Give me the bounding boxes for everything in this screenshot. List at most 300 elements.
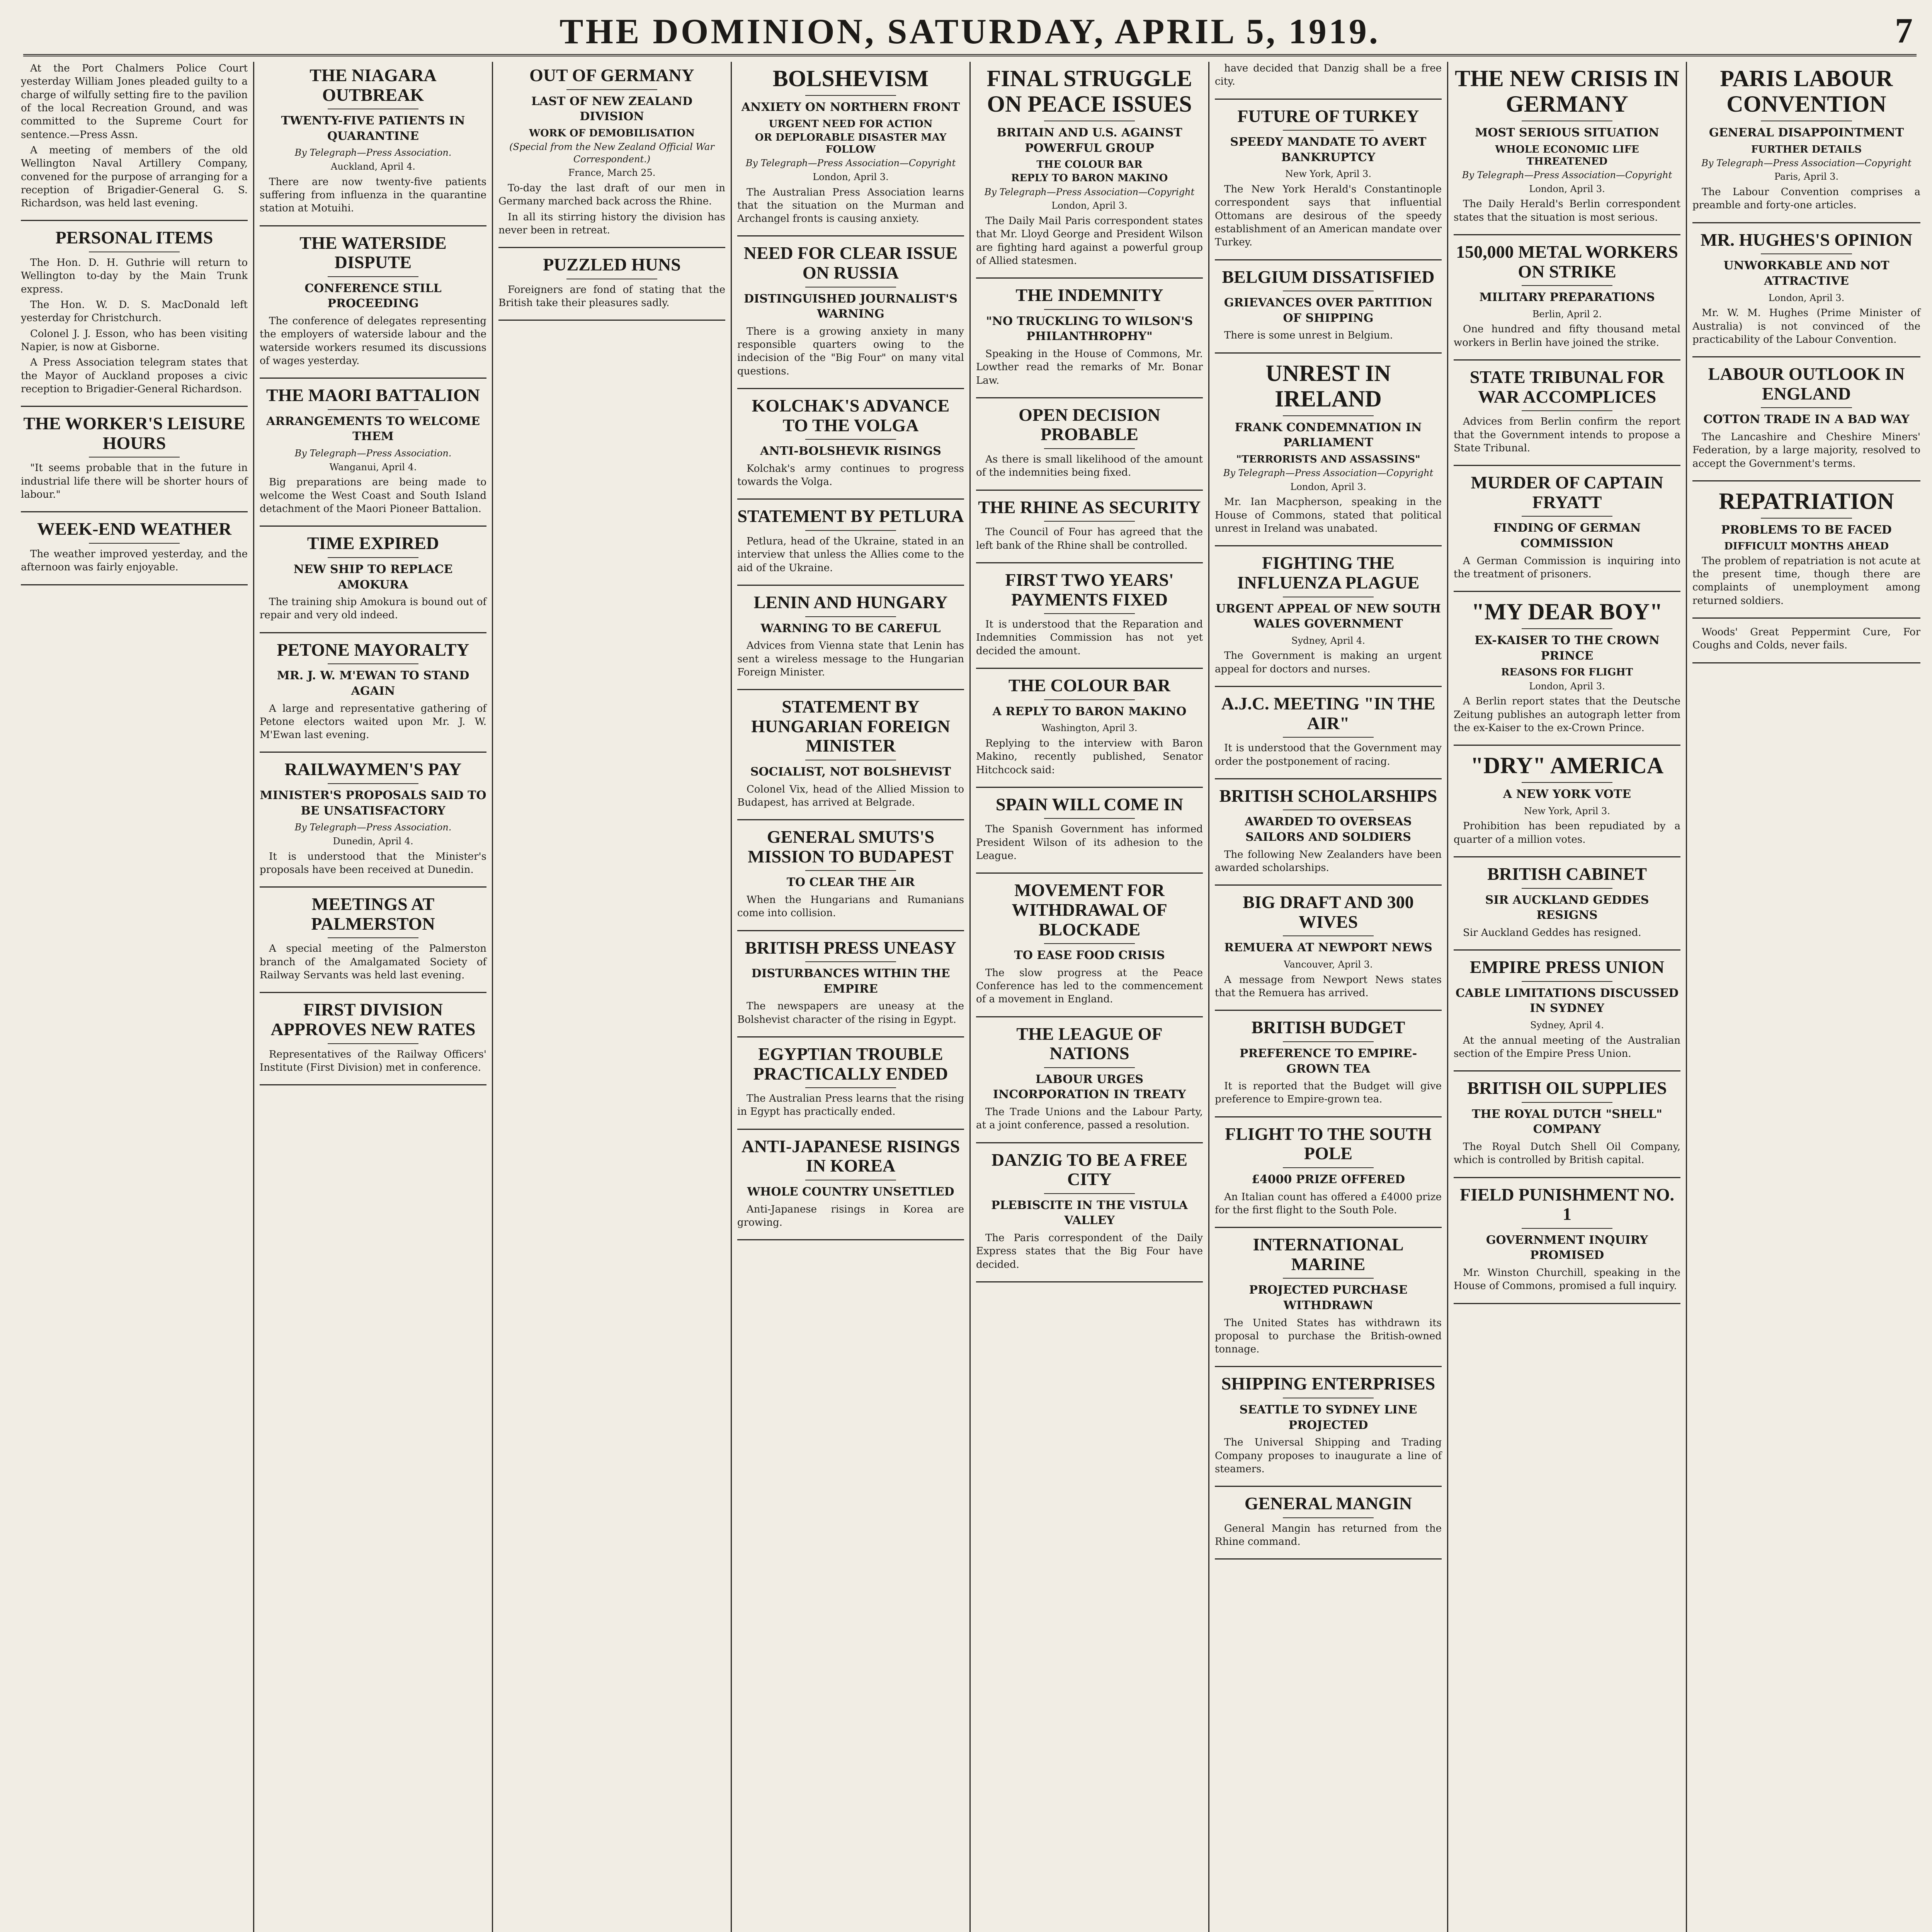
news-story <box>976 66 1203 267</box>
story-subheading: CABLE LIMITATIONS DISCUSSED IN SYDNEY <box>1456 986 1679 1015</box>
story-byline: By Telegraph—Press Association. <box>294 448 452 459</box>
story-paragraph: Anti-Japanese risings in Korea are growing. <box>737 1203 964 1228</box>
story-dateline: Sydney, April 4. <box>1291 635 1365 646</box>
headline-divider <box>805 870 896 871</box>
headline-divider <box>1761 407 1852 408</box>
story-separator <box>737 498 964 500</box>
story-subheading: A NEW YORK VOTE <box>1503 787 1631 801</box>
story-headline: STATEMENT BY HUNGARIAN FOREIGN MINISTER <box>751 697 950 756</box>
story-paragraph: The newspapers are uneasy at the Bolshevist character of the rising in Egypt. <box>737 1000 964 1026</box>
story-separator <box>260 526 486 527</box>
story-headline: FIRST DIVISION APPROVES NEW RATES <box>270 1000 476 1039</box>
headline-divider <box>1044 818 1135 819</box>
story-paragraph: Colonel J. J. Esson, who has been visiting Napier, is now at Gisborne. <box>21 328 248 353</box>
headline-divider <box>805 961 896 962</box>
story-headline: THE NEW CRISIS IN GERMANY <box>1455 66 1679 117</box>
story-paragraph: "It seems probable that in the future in industrial life there will be shorter hours of labour." <box>21 462 248 500</box>
story-separator <box>1454 234 1680 235</box>
story-subheading: "NO TRUCKLING TO WILSON'S PHILANTHROPHY" <box>986 314 1193 344</box>
story-subheading: MINISTER'S PROPOSALS SAID TO BE UNSATISFACTORY <box>260 789 486 818</box>
story-headline: RAILWAYMEN'S PAY <box>284 759 462 779</box>
news-story <box>1454 66 1680 224</box>
story-body <box>737 1203 964 1230</box>
column-7 <box>1448 62 1687 1932</box>
story-headline: THE NIAGARA OUTBREAK <box>310 65 437 105</box>
story-paragraph: An Italian count has offered a £4000 prize for the first flight to the South Pole. <box>1215 1191 1442 1216</box>
story-headline: KOLCHAK'S ADVANCE TO THE VOLGA <box>752 396 950 435</box>
news-story <box>737 938 964 1026</box>
story-headline: INTERNATIONAL MARINE <box>1253 1235 1404 1274</box>
column-3 <box>493 62 732 1932</box>
news-story <box>1454 367 1680 455</box>
story-separator <box>976 1016 1203 1017</box>
story-paragraph: The Spanish Government has informed President Wilson of its adhesion to the League. <box>976 823 1203 862</box>
story-separator <box>21 220 248 221</box>
news-story <box>976 795 1203 863</box>
story-paragraph: The conference of delegates representing the employers of waterside labour and the waterside workers resumed its discussions of wages yesterday. <box>260 315 486 367</box>
headline-divider <box>805 530 896 531</box>
story-body <box>976 347 1203 387</box>
news-story <box>976 881 1203 1006</box>
story-paragraph: The slow progress at the Peace Conference has led to the commencement of a movement in England. <box>976 967 1203 1005</box>
story-paragraph: There is some unrest in Belgium. <box>1224 330 1393 342</box>
story-paragraph: A meeting of members of the old Wellington Naval Artillery Company, convened for the purpose of arranging for a reception of Brigadier-General G. S. Richardson, was held last evening. <box>21 144 248 209</box>
story-subheading: THE COLOUR BAR <box>1036 159 1143 171</box>
headline-divider <box>805 95 896 96</box>
headline-divider <box>1761 518 1852 519</box>
story-separator <box>1454 591 1680 592</box>
story-headline: LENIN AND HUNGARY <box>753 592 948 612</box>
story-body <box>1215 1190 1442 1217</box>
story-body <box>1215 1080 1442 1106</box>
story-headline: WEEK-END WEATHER <box>37 519 232 539</box>
news-story <box>1454 242 1680 349</box>
story-body <box>976 1105 1203 1132</box>
story-paragraph: Mr. W. M. Hughes (Prime Minister of Australia) is not convinced of the practicability of the Labour Convention. <box>1692 307 1920 345</box>
story-body <box>1692 185 1920 212</box>
story-body <box>21 256 248 396</box>
story-body <box>1692 626 1920 652</box>
story-subheading: SIR AUCKLAND GEDDES RESIGNS <box>1485 893 1649 922</box>
story-body <box>260 595 486 622</box>
story-headline: FUTURE OF TURKEY <box>1237 106 1419 126</box>
story-subheading: GENERAL DISAPPOINTMENT <box>1709 126 1904 139</box>
story-separator <box>260 225 486 226</box>
story-separator <box>1215 99 1442 100</box>
story-headline: BRITISH OIL SUPPLIES <box>1467 1078 1667 1098</box>
story-headline: SPAIN WILL COME IN <box>995 794 1184 814</box>
story-paragraph: The United States has withdrawn its proposal to purchase the British-owned tonnage. <box>1215 1317 1442 1355</box>
story-paragraph: A German Commission is inquiring into the treatment of prisoners. <box>1454 555 1680 580</box>
story-paragraph: General Mangin has returned from the Rhine command. <box>1215 1522 1442 1548</box>
story-dateline: Berlin, April 2. <box>1532 308 1602 320</box>
news-story <box>260 640 486 742</box>
news-story <box>498 66 725 237</box>
story-paragraph: Representatives of the Railway Officers' Institute (First Division) met in conference. <box>260 1048 486 1073</box>
story-headline: FIRST TWO YEARS' PAYMENTS FIXED <box>1005 570 1174 609</box>
story-body <box>1692 430 1920 470</box>
story-headline: NEED FOR CLEAR ISSUE ON RUSSIA <box>743 243 958 283</box>
column-2 <box>254 62 493 1932</box>
news-story <box>1215 786 1442 874</box>
story-subheading: FRANK CONDEMNATION IN PARLIAMENT <box>1235 420 1422 450</box>
story-headline: FIELD PUNISHMENT NO. 1 <box>1459 1184 1675 1224</box>
page-number: 7 <box>1895 11 1913 50</box>
story-body <box>976 214 1203 267</box>
story-body <box>737 783 964 810</box>
story-body <box>260 702 486 742</box>
story-subheading: MILITARY PREPARATIONS <box>1479 291 1655 304</box>
story-headline: EMPIRE PRESS UNION <box>1469 957 1665 977</box>
story-body <box>737 186 964 226</box>
story-separator <box>1215 1558 1442 1560</box>
story-paragraph: A special meeting of the Palmerston branch of the Amalgamated Society of Railway Servants was held last evening. <box>260 943 486 981</box>
headline-divider <box>1283 1278 1374 1279</box>
story-body <box>976 823 1203 862</box>
story-headline: TIME EXPIRED <box>307 533 439 553</box>
story-separator <box>498 247 725 248</box>
story-dateline: London, April 3. <box>1768 292 1845 303</box>
story-headline: BRITISH SCHOLARSHIPS <box>1219 786 1437 806</box>
story-paragraph: As there is small likelihood of the amount of the indemnities being fixed. <box>976 454 1203 479</box>
story-subheading: A REPLY TO BARON MAKINO <box>992 704 1187 718</box>
story-dateline: Auckland, April 4. <box>331 161 415 172</box>
story-paragraph: In all its stirring history the division has never been in retreat. <box>498 211 725 236</box>
story-headline: THE COLOUR BAR <box>1008 675 1171 696</box>
story-subheading: PROBLEMS TO BE FACED <box>1721 523 1892 537</box>
story-headline: A.J.C. MEETING "IN THE AIR" <box>1221 694 1435 733</box>
story-subheading: TWENTY-FIVE PATIENTS IN QUARANTINE <box>281 114 465 143</box>
story-separator <box>1215 545 1442 546</box>
news-story <box>737 396 964 488</box>
story-separator <box>1215 1486 1442 1487</box>
story-paragraph: It is understood that the Reparation and Indemnities Commission has not yet decided the amount. <box>976 619 1203 657</box>
story-subheading: SOCIALIST, NOT BOLSHEVIST <box>750 765 951 779</box>
story-subheading: ANTI-BOLSHEVIK RISINGS <box>760 444 941 458</box>
story-headline: MEETINGS AT PALMERSTON <box>311 894 435 934</box>
headline-divider <box>1283 415 1374 416</box>
story-separator <box>1215 352 1442 354</box>
story-dateline: Washington, April 3. <box>1041 723 1138 734</box>
story-body <box>1215 649 1442 676</box>
story-headline: THE LEAGUE OF NATIONS <box>1016 1024 1163 1063</box>
story-dateline: London, April 3. <box>1051 200 1128 211</box>
story-separator <box>976 277 1203 279</box>
story-paragraph: The Council of Four has agreed that the left bank of the Rhine shall be controlled. <box>976 526 1203 551</box>
story-separator <box>1215 1366 1442 1367</box>
story-dateline: London, April 3. <box>1529 680 1605 692</box>
news-story <box>737 507 964 575</box>
news-story <box>260 386 486 515</box>
headline-divider <box>1283 1167 1374 1168</box>
story-paragraph: When the Hungarians and Rumanians come into collision. <box>737 894 964 919</box>
story-body <box>260 850 486 877</box>
story-subheading: PLEBISCITE IN THE VISTULA VALLEY <box>991 1198 1188 1228</box>
story-paragraph: At the annual meeting of the Australian section of the Empire Press Union. <box>1454 1034 1680 1060</box>
news-story <box>21 414 248 501</box>
headline-divider <box>1522 782 1612 783</box>
story-body <box>976 618 1203 658</box>
news-story <box>1215 694 1442 768</box>
headline-divider <box>328 557 418 558</box>
column-6 <box>1209 62 1448 1932</box>
story-byline: By Telegraph—Press Association—Copyright <box>984 186 1195 197</box>
story-paragraph: Foreigners are fond of stating that the British take their pleasures sadly. <box>498 284 725 309</box>
story-body <box>1454 554 1680 581</box>
story-separator <box>976 397 1203 398</box>
story-body <box>1215 62 1442 88</box>
story-subheading: SEATTLE TO SYDNEY LINE PROJECTED <box>1239 1403 1417 1432</box>
story-subheading: ANXIETY ON NORTHERN FRONT <box>741 100 960 114</box>
story-headline: LABOUR OUTLOOK IN ENGLAND <box>1708 364 1905 403</box>
news-story <box>1454 957 1680 1060</box>
story-paragraph: It is understood that the Government may order the postponement of racing. <box>1215 742 1442 767</box>
story-separator <box>976 668 1203 669</box>
column-5 <box>971 62 1209 1932</box>
story-paragraph: The Labour Convention comprises a preamble and forty-one articles. <box>1692 186 1920 211</box>
story-headline: PARIS LABOUR CONVENTION <box>1720 66 1893 117</box>
story-body <box>1454 323 1680 349</box>
story-separator <box>737 930 964 931</box>
story-headline: PERSONAL ITEMS <box>55 228 213 248</box>
news-story <box>976 1024 1203 1132</box>
story-body <box>1454 1034 1680 1061</box>
story-separator <box>1454 856 1680 857</box>
story-paragraph: A Press Association telegram states that the Mayor of Auckland proposes a civic reception to Brigadier-General Richardson. <box>21 357 248 395</box>
story-separator <box>1454 1303 1680 1304</box>
story-separator <box>1215 259 1442 260</box>
story-separator <box>1692 356 1920 357</box>
story-headline: GENERAL MANGIN <box>1244 1493 1412 1514</box>
story-body <box>976 1231 1203 1271</box>
headline-divider <box>1283 935 1374 936</box>
story-headline: FINAL STRUGGLE ON PEACE ISSUES <box>986 66 1192 117</box>
story-paragraph: Colonel Vix, head of the Allied Mission to Budapest, has arrived at Belgrade. <box>737 783 964 808</box>
story-headline: GENERAL SMUTS'S MISSION TO BUDAPEST <box>748 827 954 866</box>
story-subheading: DIFFICULT MONTHS AHEAD <box>1724 541 1889 553</box>
story-separator <box>737 689 964 690</box>
story-body <box>498 182 725 237</box>
story-headline: PUZZLED HUNS <box>543 255 681 275</box>
story-subheading: FURTHER DETAILS <box>1751 143 1862 155</box>
story-body <box>21 62 248 210</box>
story-body <box>498 283 725 310</box>
story-subheading: £4000 PRIZE OFFERED <box>1252 1172 1405 1186</box>
news-story <box>260 895 486 982</box>
story-separator <box>737 235 964 236</box>
story-paragraph: The Australian Press learns that the rising in Egypt has practically ended. <box>737 1093 964 1118</box>
story-body <box>260 315 486 367</box>
headline-divider <box>1044 309 1135 310</box>
story-body <box>1454 820 1680 846</box>
story-body <box>976 526 1203 552</box>
story-body <box>1215 973 1442 1000</box>
story-subheading: WHOLE COUNTRY UNSETTLED <box>747 1185 954 1199</box>
story-dateline: Sydney, April 4. <box>1530 1019 1604 1031</box>
story-body <box>1215 495 1442 535</box>
story-byline: By Telegraph—Press Association—Copyright <box>1462 169 1672 180</box>
story-headline: DANZIG TO BE A FREE CITY <box>991 1150 1187 1189</box>
story-subheading: TO CLEAR THE AIR <box>786 876 915 889</box>
headline-divider <box>1044 943 1135 944</box>
story-separator <box>1215 1116 1442 1117</box>
news-story <box>1215 1374 1442 1476</box>
story-paragraph: Woods' Great Peppermint Cure, For Coughs and Colds, never fails. <box>1692 626 1920 651</box>
column-4 <box>732 62 971 1932</box>
story-separator <box>1454 1070 1680 1071</box>
story-separator <box>976 490 1203 491</box>
story-headline: MR. HUGHES'S OPINION <box>1700 230 1913 250</box>
story-paragraph: The problem of repatriation is not acute at the present time, though there are complaints of unemployment among returned soldiers. <box>1692 555 1920 607</box>
story-subheading: THE ROYAL DUTCH "SHELL" COMPANY <box>1472 1107 1662 1136</box>
story-body <box>260 476 486 515</box>
story-body <box>976 453 1203 480</box>
headline-divider <box>328 663 418 664</box>
story-subheading: REMUERA AT NEWPORT NEWS <box>1224 941 1432 955</box>
story-separator <box>737 1129 964 1130</box>
news-story <box>1692 230 1920 346</box>
story-paragraph: A Berlin report states that the Deutsche Zeitung publishes an autograph letter from the ex-Kaiser to the ex-Crown Prince. <box>1454 696 1680 734</box>
story-paragraph: At the Port Chalmers Police Court yesterday William Jones pleaded guilty to a charge of wilfully setting fire to the pavilion of the local Recreation Ground, and was committed to the Supreme Court for sentence.—Press Assn. <box>21 63 248 141</box>
headline-divider <box>1522 981 1612 982</box>
story-headline: BELGIUM DISSATISFIED <box>1222 267 1435 287</box>
story-body <box>1454 1266 1680 1293</box>
headline-divider <box>1522 628 1612 629</box>
story-paragraph: One hundred and fifty thousand metal workers in Berlin have joined the strike. <box>1454 323 1680 349</box>
story-separator <box>260 752 486 753</box>
story-subheading: DISTINGUISHED JOURNALIST'S WARNING <box>744 292 957 321</box>
story-subheading: OR DEPLORABLE DISASTER MAY FOLLOW <box>755 131 947 155</box>
news-story <box>737 827 964 920</box>
story-separator <box>1454 1177 1680 1178</box>
story-paragraph: The Australian Press Association learns that the situation on the Murman and Archangel fronts is causing anxiety. <box>737 186 964 225</box>
story-headline: MOVEMENT FOR WITHDRAWAL OF BLOCKADE <box>1012 880 1167 939</box>
story-paragraph: The New York Herald's Constantinople correspondent says that influential Ottomans are desirous of the speedy establishment of an American mandate over Turkey. <box>1215 184 1442 248</box>
news-story <box>737 66 964 225</box>
story-headline: THE MAORI BATTALION <box>266 385 480 405</box>
story-headline: 150,000 METAL WORKERS ON STRIKE <box>1456 242 1678 281</box>
news-story <box>1692 66 1920 212</box>
story-paragraph: The Government is making an urgent appeal for doctors and nurses. <box>1215 650 1442 675</box>
news-story <box>1215 1235 1442 1356</box>
story-separator <box>737 1239 964 1240</box>
story-headline: PETONE MAYORALTY <box>277 639 469 660</box>
story-separator <box>260 992 486 993</box>
news-story <box>737 593 964 679</box>
story-paragraph: A message from Newport News states that the Remuera has arrived. <box>1215 974 1442 999</box>
story-paragraph: The Universal Shipping and Trading Company proposes to inaugurate a line of steamers. <box>1215 1437 1442 1475</box>
headline-divider <box>328 276 418 277</box>
story-paragraph: The Daily Herald's Berlin correspondent states that the situation is most serious. <box>1454 198 1680 223</box>
headline-divider <box>805 1087 896 1088</box>
news-story <box>260 760 486 876</box>
story-subheading: GOVERNMENT INQUIRY PROMISED <box>1486 1233 1648 1262</box>
headline-divider <box>1044 1067 1135 1068</box>
story-headline: MURDER OF CAPTAIN FRYATT <box>1471 473 1663 512</box>
headline-divider <box>1044 1193 1135 1194</box>
headline-divider <box>1044 521 1135 522</box>
story-headline: ANTI-JAPANESE RISINGS IN KOREA <box>741 1136 960 1176</box>
news-story <box>976 1150 1203 1271</box>
story-paragraph: Prohibition has been repudiated by a quarter of a million votes. <box>1454 820 1680 845</box>
story-headline: THE RHINE AS SECURITY <box>978 497 1201 517</box>
story-headline: STATEMENT BY PETLURA <box>737 506 964 526</box>
story-headline: BIG DRAFT AND 300 WIVES <box>1243 892 1414 932</box>
story-paragraph: Sir Auckland Geddes has resigned. <box>1463 927 1641 939</box>
story-subheading: MR. J. W. M'EWAN TO STAND AGAIN <box>277 669 469 698</box>
story-paragraph: Speaking in the House of Commons, Mr. Lowther read the remarks of Mr. Bonar Law. <box>976 348 1203 386</box>
story-dateline: Dunedin, April 4. <box>333 835 413 847</box>
story-paragraph: The Daily Mail Paris correspondent states that Mr. Lloyd George and President Wilson are fighting hard against a powerful group of Allied statesmen. <box>976 215 1203 267</box>
story-subheading: DISTURBANCES WITHIN THE EMPIRE <box>751 967 950 996</box>
story-headline: UNREST IN IRELAND <box>1265 360 1391 412</box>
story-body <box>1215 183 1442 249</box>
story-headline: BRITISH PRESS UNEASY <box>745 937 957 957</box>
headline-divider <box>1522 410 1612 411</box>
story-subheading: LABOUR URGES INCORPORATION IN TREATY <box>993 1072 1186 1102</box>
story-subheading: LAST OF NEW ZEALAND DIVISION <box>531 94 692 124</box>
headline-divider <box>1761 253 1852 254</box>
headline-divider <box>1522 516 1612 517</box>
news-story <box>260 233 486 368</box>
story-separator <box>1692 222 1920 223</box>
story-body <box>1215 1522 1442 1549</box>
story-separator <box>737 388 964 389</box>
story-dateline: Wanganui, April 4. <box>329 461 417 473</box>
story-paragraph: Petlura, head of the Ukraine, stated in an interview that unless the Allies come to the aid of the Ukraine. <box>737 536 964 574</box>
story-byline: (Special from the New Zealand Official War Correspondent.) <box>509 141 714 165</box>
story-separator <box>1215 686 1442 687</box>
story-separator <box>1215 884 1442 886</box>
news-story <box>260 534 486 622</box>
story-paragraph: There are now twenty-five patients suffering from influenza in the quarantine station at Motuihi. <box>260 176 486 214</box>
story-body <box>1454 415 1680 455</box>
news-story <box>21 62 248 210</box>
story-paragraph: The weather improved yesterday, and the afternoon was fairly enjoyable. <box>21 548 248 573</box>
news-story <box>976 405 1203 480</box>
news-story <box>1454 473 1680 581</box>
story-body <box>737 325 964 378</box>
story-paragraph: Mr. Winston Churchill, speaking in the House of Commons, promised a full inquiry. <box>1454 1267 1680 1292</box>
story-headline: REPATRIATION <box>1719 488 1894 514</box>
story-subheading: "TERRORISTS AND ASSASSINS" <box>1236 453 1420 465</box>
story-paragraph: The Hon. D. H. Guthrie will return to Wellington to-day by the Main Trunk express. <box>21 257 248 295</box>
headline-divider <box>328 1043 418 1044</box>
story-body <box>1692 554 1920 607</box>
story-separator <box>1454 465 1680 466</box>
story-headline: "DRY" AMERICA <box>1470 753 1664 779</box>
story-headline: THE WATERSIDE DISPUTE <box>299 233 447 272</box>
story-headline: BRITISH CABINET <box>1487 864 1647 884</box>
story-body <box>1215 1436 1442 1476</box>
story-body <box>1454 695 1680 735</box>
news-story <box>1454 753 1680 846</box>
story-subheading: PREFERENCE TO EMPIRE-GROWN TEA <box>1239 1046 1417 1076</box>
story-subheading: PROJECTED PURCHASE WITHDRAWN <box>1249 1283 1408 1312</box>
news-story <box>737 243 964 378</box>
story-separator <box>260 632 486 633</box>
news-story <box>1215 107 1442 249</box>
story-byline: By Telegraph—Press Association—Copyright <box>1701 157 1912 168</box>
story-separator <box>976 1142 1203 1143</box>
news-story <box>1215 62 1442 88</box>
story-dateline: Vancouver, April 3. <box>1284 959 1373 970</box>
story-paragraph: Replying to the interview with Baron Makino, recently published, Senator Hitchcock said: <box>976 737 1203 776</box>
story-headline: SHIPPING ENTERPRISES <box>1221 1374 1435 1394</box>
story-body <box>737 893 964 920</box>
story-subheading: FINDING OF GERMAN COMMISSION <box>1493 521 1641 550</box>
news-story <box>1692 626 1920 652</box>
